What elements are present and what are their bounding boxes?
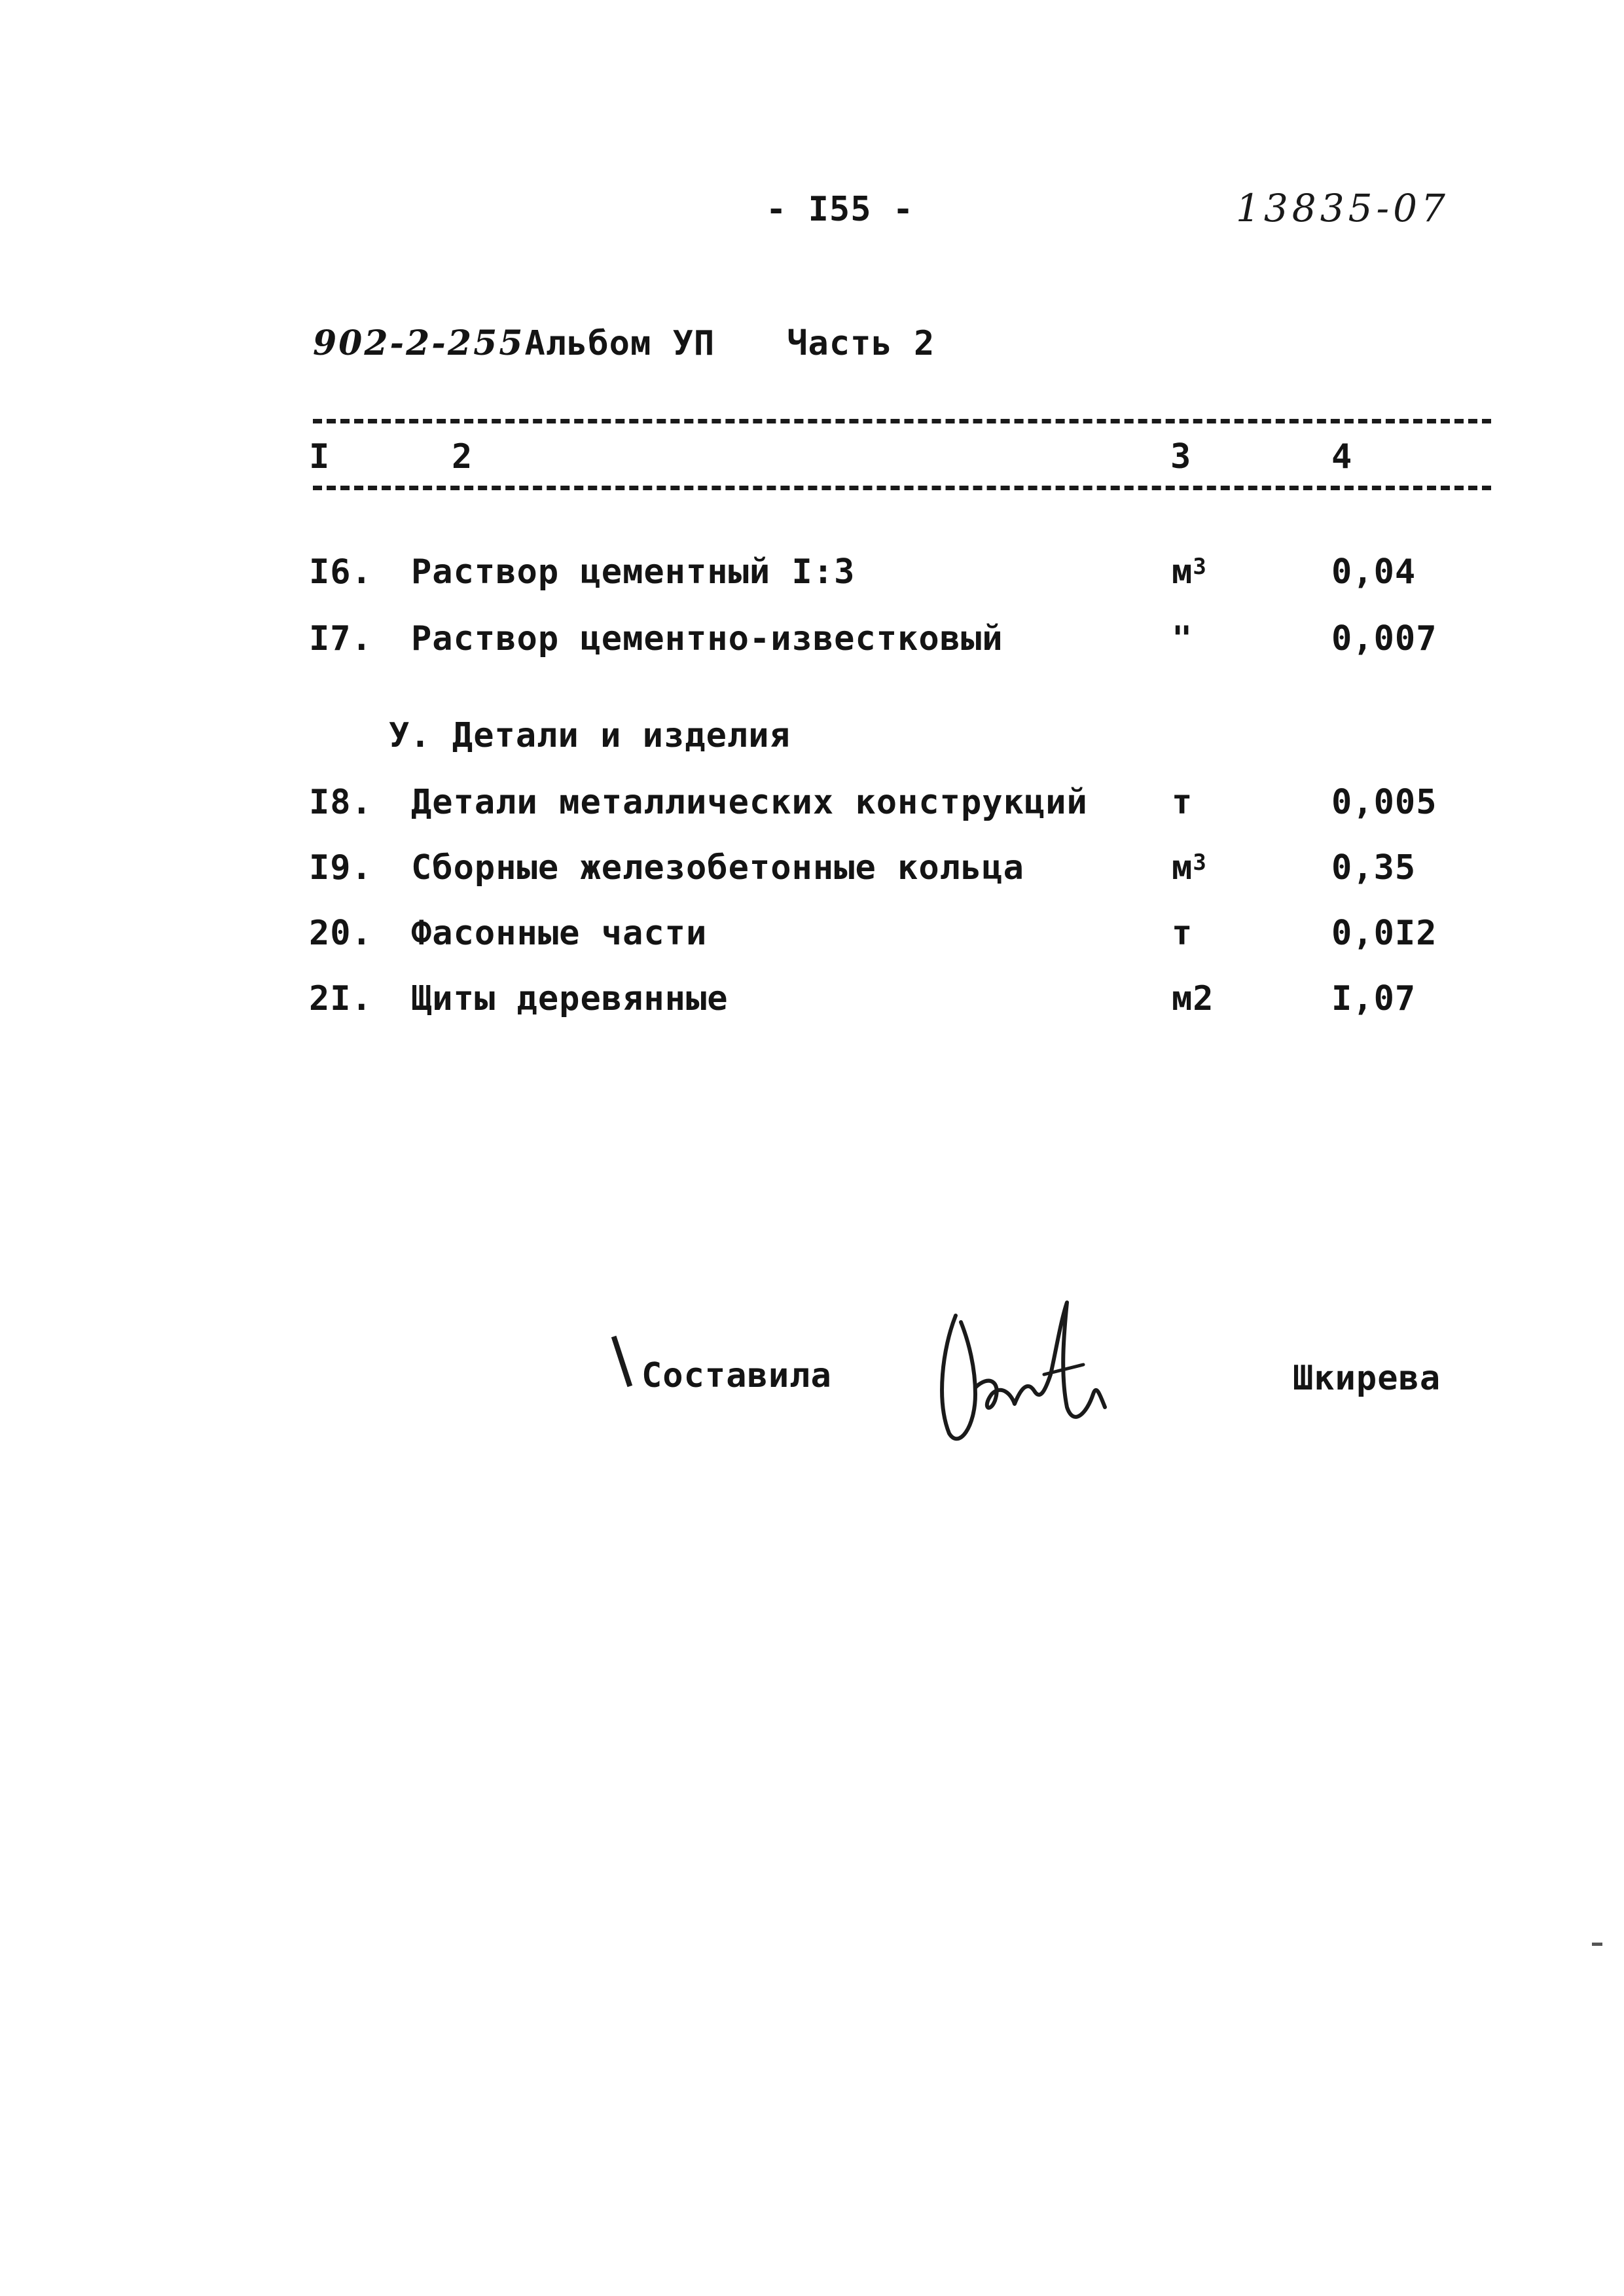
table-row (0, 848, 1624, 894)
row-quantity: 0,007 (1331, 619, 1437, 658)
unit-exponent: 3 (1193, 554, 1207, 580)
column-header-4: 4 (1331, 437, 1353, 476)
row-unit (1172, 914, 1193, 953)
row-unit (1172, 619, 1193, 658)
signature-image (929, 1296, 1113, 1453)
row-unit (1172, 552, 1207, 592)
unit-symbol: м (1172, 552, 1193, 592)
unit-symbol: т (1172, 914, 1193, 953)
row-name: Раствор цементно-известковый (411, 619, 1003, 658)
document-code: 13835-07 (1236, 186, 1449, 230)
page-number: - I55 - (766, 190, 914, 229)
row-unit (1172, 783, 1193, 822)
row-name: Щиты деревянные (411, 979, 729, 1018)
album-label: Альбом УП (524, 324, 715, 363)
row-name: Раствор цементный I:3 (411, 552, 856, 592)
unit-symbol: м2 (1172, 979, 1214, 1018)
column-header-3: 3 (1170, 437, 1192, 476)
table-rule-bottom (313, 486, 1491, 490)
table-row (0, 552, 1624, 598)
section-heading: У. Детали и изделия (389, 716, 791, 755)
handwritten-mark (611, 1336, 632, 1388)
column-header-2: 2 (452, 437, 473, 476)
document-header (313, 323, 935, 363)
row-number: I9. (309, 848, 372, 888)
part-label: Часть 2 (787, 324, 935, 363)
row-number: I7. (309, 619, 372, 658)
unit-symbol: " (1172, 619, 1193, 658)
row-quantity: 0,005 (1331, 783, 1437, 822)
row-number: 2I. (309, 979, 372, 1018)
row-number: I8. (309, 783, 372, 822)
row-quantity: 0,0I2 (1331, 914, 1437, 953)
table-row (0, 619, 1624, 665)
signoff-label: Составила (641, 1356, 832, 1395)
unit-exponent: 3 (1193, 850, 1207, 876)
table-row (0, 783, 1624, 829)
row-unit (1172, 979, 1214, 1018)
table-row (0, 979, 1624, 1025)
row-name: Фасонные части (411, 914, 708, 953)
row-quantity: 0,35 (1331, 848, 1416, 888)
table-rule-top (313, 419, 1491, 423)
unit-symbol: м (1172, 848, 1193, 888)
row-unit (1172, 848, 1207, 888)
row-name: Детали металлических конструкций (411, 783, 1088, 822)
row-number: I6. (309, 552, 372, 592)
series-number: 902-2-255 (313, 323, 525, 363)
row-quantity: 0,04 (1331, 552, 1416, 592)
table-row (0, 914, 1624, 960)
row-quantity: I,07 (1331, 979, 1416, 1018)
margin-mark (1592, 1943, 1602, 1946)
column-header-1: I (309, 437, 331, 476)
unit-symbol: т (1172, 783, 1193, 822)
row-name: Сборные железобетонные кольца (411, 848, 1024, 888)
row-number: 20. (309, 914, 372, 953)
signer-name: Шкирева (1293, 1359, 1441, 1398)
